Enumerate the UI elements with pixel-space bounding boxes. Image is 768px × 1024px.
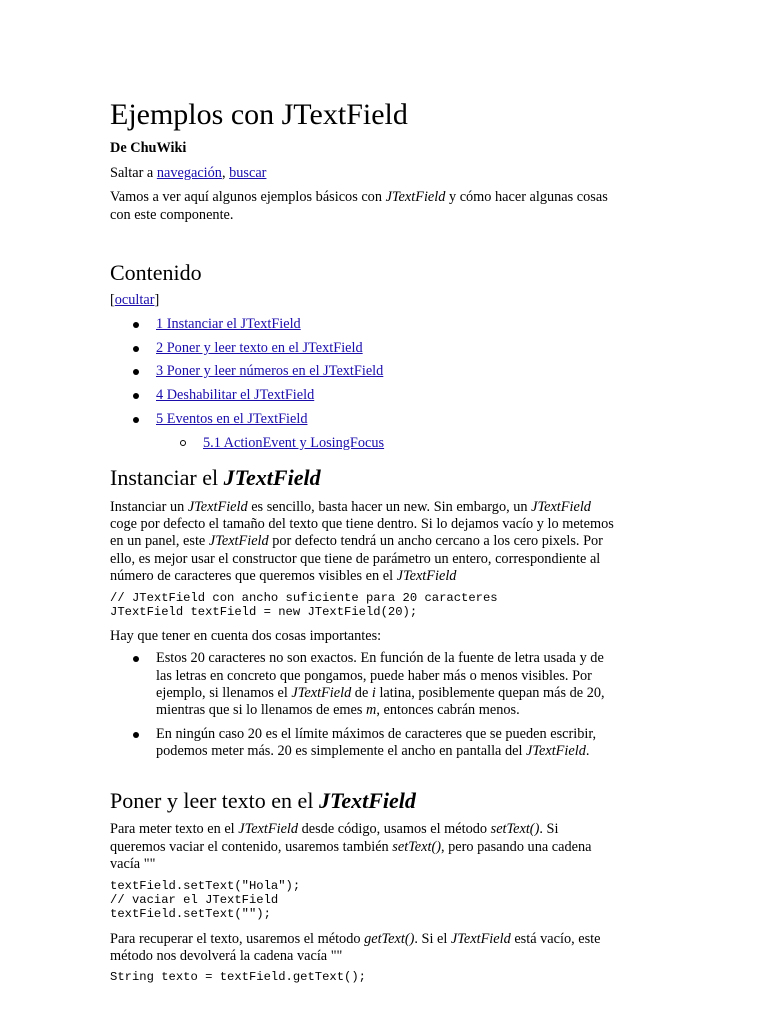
skip-comma: , bbox=[221, 165, 230, 181]
page-title: Ejemplos con JTextField bbox=[110, 98, 408, 131]
intro-code-term: JTextField bbox=[385, 189, 446, 205]
circle-bullet-icon bbox=[180, 440, 186, 446]
bullet-icon bbox=[133, 322, 139, 328]
search-link[interactable]: buscar bbox=[229, 165, 267, 181]
heading-text: Poner y leer texto en el bbox=[110, 788, 319, 813]
toc-item-5[interactable]: 5 Eventos en el JTextField bbox=[156, 411, 308, 427]
bullet-icon bbox=[133, 417, 139, 423]
heading-code-term: JTextField bbox=[318, 788, 416, 813]
text: en un panel, este bbox=[110, 533, 209, 549]
text: , pero pasando una cadena bbox=[441, 839, 592, 855]
paragraph-line: Hay que tener en cuenta dos cosas importantes: bbox=[110, 628, 382, 644]
paragraph-line: coge por defecto el tamaño del texto que tiene dentro. Si lo dejamos vacío y lo metemos bbox=[110, 516, 614, 532]
code-term: setText() bbox=[490, 821, 540, 837]
bullet-icon bbox=[133, 732, 139, 738]
bullet-icon bbox=[133, 346, 139, 352]
navigation-link[interactable]: navegación bbox=[156, 165, 222, 181]
toc-item-1[interactable]: 1 Instanciar el JTextField bbox=[156, 316, 301, 332]
code-line: // vaciar el JTextField bbox=[110, 893, 279, 907]
intro-line-1 bbox=[110, 188, 608, 206]
bullet-line: las letras en concreto que pongamos, puede haber más o menos visibles. Por bbox=[156, 668, 592, 684]
section-heading-poner-leer bbox=[110, 788, 416, 814]
toc-toggle bbox=[110, 291, 159, 309]
paragraph-line bbox=[110, 930, 600, 948]
code-term: JTextField bbox=[396, 568, 457, 584]
section-heading-instanciar bbox=[110, 465, 321, 491]
intro-text: y cómo hacer algunas cosas bbox=[445, 189, 608, 205]
code-term: JTextField bbox=[450, 931, 511, 947]
toc-hide-link[interactable]: ocultar bbox=[114, 292, 155, 308]
text: . Si bbox=[539, 821, 559, 837]
text: número de caracteres que queremos visibles en el bbox=[110, 568, 397, 584]
code-term: JTextField bbox=[238, 821, 299, 837]
text: latina, posiblemente quepan más de 20, bbox=[375, 685, 605, 701]
code-line: // JTextField con ancho suficiente para 20 caracteres bbox=[110, 591, 498, 605]
toc-bracket: [ bbox=[110, 292, 115, 308]
text: , entonces cabrán menos. bbox=[376, 702, 520, 718]
text: de bbox=[351, 685, 372, 701]
toc-title: Contenido bbox=[110, 260, 202, 285]
bullet-icon bbox=[133, 369, 139, 375]
bullet-line bbox=[156, 701, 520, 719]
bullet-line bbox=[156, 742, 589, 760]
text: Para recuperar el texto, usaremos el método bbox=[110, 931, 365, 947]
intro-line-2: con este componente. bbox=[110, 207, 234, 223]
paragraph-line bbox=[110, 567, 456, 585]
paragraph-line bbox=[110, 498, 591, 516]
heading-code-term: JTextField bbox=[223, 465, 321, 490]
italic-term: i bbox=[371, 685, 376, 701]
heading-text: Instanciar el bbox=[110, 465, 224, 490]
paragraph-line bbox=[110, 820, 558, 838]
code-line: textField.setText("Hola"); bbox=[110, 879, 301, 893]
text: es sencillo, basta hacer un new. Sin embargo, un bbox=[247, 499, 532, 515]
bullet-icon bbox=[133, 656, 139, 662]
bullet-line: En ningún caso 20 es el límite máximos de caracteres que se pueden escribir, bbox=[156, 726, 597, 742]
code-term: getText() bbox=[364, 931, 415, 947]
code-line: textField.setText(""); bbox=[110, 907, 271, 921]
bullet-line bbox=[156, 684, 605, 702]
skip-prefix: Saltar a bbox=[110, 165, 157, 181]
code-term: JTextField bbox=[291, 685, 352, 701]
bullet-icon bbox=[133, 393, 139, 399]
code-line: String texto = textField.getText(); bbox=[110, 970, 366, 984]
paragraph-line: ello, es mejor usar el constructor que tiene de parámetro un entero, correspondiente al bbox=[110, 551, 601, 567]
code-term: JTextField bbox=[208, 533, 269, 549]
toc-item-5-1[interactable]: 5.1 ActionEvent y LosingFocus bbox=[203, 435, 385, 451]
code-line: JTextField textField = new JTextField(20); bbox=[110, 605, 418, 619]
page-subtitle: De ChuWiki bbox=[110, 140, 187, 156]
toc-item-3[interactable]: 3 Poner y leer números en el JTextField bbox=[156, 363, 384, 379]
text: Para meter texto en el bbox=[110, 821, 239, 837]
paragraph-line bbox=[110, 532, 603, 550]
italic-term: m bbox=[366, 702, 377, 718]
text: está vacío, este bbox=[510, 931, 601, 947]
text: . bbox=[585, 743, 590, 759]
text: por defecto tendrá un ancho cercano a los cero pixels. Por bbox=[268, 533, 603, 549]
paragraph-line: método nos devolverá la cadena vacía "" bbox=[110, 948, 343, 964]
text: desde código, usamos el método bbox=[298, 821, 491, 837]
text: ejemplo, si llenamos el bbox=[156, 685, 292, 701]
intro-text: Vamos a ver aquí algunos ejemplos básicos con bbox=[110, 189, 386, 205]
paragraph-line bbox=[110, 838, 591, 856]
paragraph-line: vacía "" bbox=[110, 856, 156, 872]
code-term: JTextField bbox=[531, 499, 591, 515]
skip-links bbox=[110, 164, 266, 182]
text: podemos meter más. 20 es simplemente el ancho en pantalla del bbox=[156, 743, 527, 759]
code-term: JTextField bbox=[526, 743, 586, 759]
code-term: JTextField bbox=[187, 499, 248, 515]
toc-item-2[interactable]: 2 Poner y leer texto en el JTextField bbox=[156, 340, 363, 356]
text: mientras que si lo llenamos de emes bbox=[156, 702, 367, 718]
text: Instanciar un bbox=[110, 499, 188, 515]
toc-item-4[interactable]: 4 Deshabilitar el JTextField bbox=[156, 387, 315, 403]
text: . Si el bbox=[414, 931, 451, 947]
code-term: setText() bbox=[392, 839, 441, 855]
bullet-line: Estos 20 caracteres no son exactos. En función de la fuente de letra usada y de bbox=[156, 650, 604, 666]
toc-bracket: ] bbox=[154, 292, 160, 308]
text: queremos vaciar el contenido, usaremos también bbox=[110, 839, 393, 855]
